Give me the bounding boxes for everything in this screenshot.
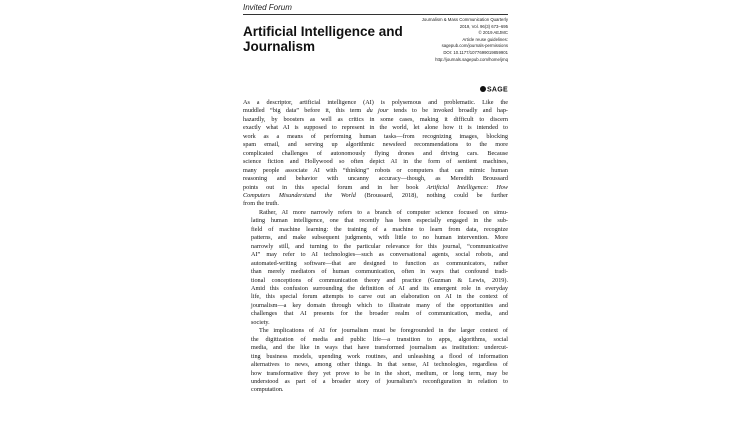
text-line: society. bbox=[251, 318, 270, 326]
text-line: life, this special forum attempts to carve out an elaboration on AI in the context of bbox=[251, 293, 508, 301]
text-line: complicated challenges of autonomously flying drones and driving cars. Because bbox=[243, 149, 508, 157]
text-line: work as a means of performing human tasks—from recognizing images, blocking bbox=[243, 132, 508, 140]
sage-logo-mark-icon bbox=[480, 86, 486, 92]
text-line: alternatives to news, among other things. In that sense, AI technologies, regardless of bbox=[251, 361, 508, 369]
text-line: narrowly still, and turning to the particular relevance for this journal, “communicative bbox=[251, 242, 508, 250]
text-line: science fiction and Hollywood so often depict AI in the form of sentient machines, bbox=[243, 158, 508, 166]
journal-url[interactable]: http://journals.sagepub.com/home/jmq bbox=[435, 56, 508, 62]
reuse-label: Article reuse guidelines: bbox=[462, 36, 508, 42]
text-line: media, and the like in ways that have transformed journalism as institution: undercut- bbox=[251, 344, 508, 352]
text-line: reasoning and behavior with uncanny accuracy—though, as Meredith Broussard bbox=[243, 175, 508, 183]
text-line: AI” may refer to AI technologies—such as conversational agents, social robots, and bbox=[251, 251, 508, 259]
title-line: Artificial Intelligence and bbox=[243, 24, 403, 39]
text-line: hazardly, by boosters as well as critics in some cases, making it difficult to discern bbox=[243, 115, 508, 123]
text-line: than merely mediators of human communication, often in ways that confound tradi- bbox=[251, 268, 508, 276]
text-line: from the truth. bbox=[243, 200, 279, 208]
header-rule bbox=[243, 14, 508, 15]
text-line: computation. bbox=[251, 386, 284, 394]
text-line: patterns, and make subsequent judgments, with little to no human intervention. More bbox=[251, 234, 508, 242]
text-line: ting business models, upending work routines, and unleashing a flood of information bbox=[251, 352, 508, 360]
text-line: how transformative they yet prove to be in the short, medium, or long term, may be bbox=[251, 369, 508, 377]
journal-info bbox=[398, 17, 508, 63]
text-line: understood as part of a broader story of journalism’s reconfiguration in relation to bbox=[251, 377, 508, 385]
journal-name: Journalism & Mass Communication Quarterly bbox=[421, 17, 508, 22]
copyright: © 2019 AEJMC bbox=[478, 30, 508, 36]
sage-logo bbox=[480, 86, 508, 94]
text-line: spam email, and serving up algorithmic newsfeed recommendations to the more bbox=[243, 141, 508, 149]
text-line: the digitization of media and public life—a transition to apps, algorithms, social bbox=[251, 335, 508, 343]
text-line: exactly what AI is supposed to represent in the world, let alone how it is intended to bbox=[243, 124, 508, 132]
section-label: Invited Forum bbox=[243, 3, 292, 12]
text-line: many people associate AI with “thinking” robots or computers that can mimic human bbox=[243, 166, 508, 174]
text-line: As a descriptor, artificial intelligence (AI) is polysemous and problematic. Like the bbox=[243, 99, 508, 106]
article-title bbox=[243, 24, 403, 54]
text-line: lating human intelligence, one that recently has been especially engaged in the sub- bbox=[251, 217, 508, 225]
article-body bbox=[243, 99, 508, 395]
text-line: points out in this special forum and in her book Artificial Intelligence: How bbox=[243, 183, 508, 191]
text-line: field of machine learning: the training of a machine to learn from data, recognize bbox=[251, 225, 508, 233]
text-line: challenges that AI presents for the broader realm of communication, media, and bbox=[251, 310, 508, 318]
text-line: Amid this confusion surrounding the definition of AI and its emergent role in everyday bbox=[251, 284, 508, 292]
permissions-link[interactable]: sagepub.com/journals-permissions bbox=[441, 43, 508, 49]
text-line: muddled “big data” before it, this term du jour tends to be invoked broadly and hap- bbox=[243, 107, 508, 115]
doi[interactable]: DOI: 10.1177/1077699019859901 bbox=[443, 49, 508, 55]
paragraph bbox=[243, 99, 508, 209]
text-line: automated-writing software—that are designed to function as communicators, rather bbox=[251, 259, 508, 267]
text-line: The implications of AI for journalism must be foregrounded in the larger context of bbox=[259, 327, 508, 335]
text-line: tional conceptions of communication theory and practice (Guzman & Lewis, 2019). bbox=[251, 276, 508, 284]
text-line: Rather, AI more narrowly refers to a branch of computer science focused on simu- bbox=[259, 208, 508, 216]
paragraph bbox=[243, 327, 508, 395]
title-line: Journalism bbox=[243, 39, 316, 54]
text-line: Computers Misunderstand the World (Broussard, 2018), nothing could be further bbox=[243, 191, 508, 199]
volume-info: 2019, Vol. 96(3) 673–695 bbox=[459, 23, 508, 29]
publisher-logo-text: SAGE bbox=[486, 86, 508, 94]
text-line: journalism—a key domain through which to illustrate many of the opportunities and bbox=[251, 301, 508, 309]
paragraph bbox=[243, 209, 508, 327]
